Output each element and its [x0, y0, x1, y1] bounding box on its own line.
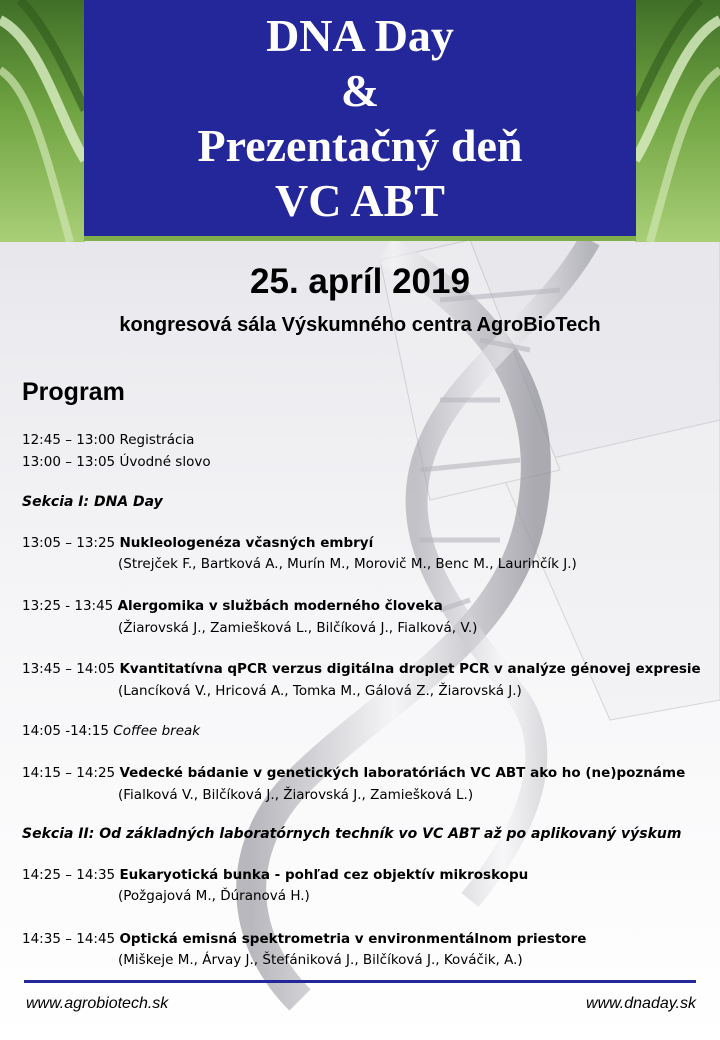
talk-authors: (Strejček F., Bartková A., Murín M., Morovič M., Benc M., Laurinčík J.): [118, 556, 577, 572]
talk-authors: (Lancíková V., Hricová A., Tomka M., Gálová Z., Žiarovská J.): [118, 683, 522, 699]
schedule-time: 12:45 – 13:00: [22, 432, 116, 448]
section-heading-1: Sekcia I: DNA Day: [22, 494, 163, 510]
schedule-row-coffee-break: [22, 723, 200, 739]
title-line-prezentacny-den: Prezentačný deň: [197, 120, 523, 171]
title-line-vc-abt: VC ABT: [275, 175, 445, 226]
schedule-time: 14:35 – 14:45: [22, 931, 116, 947]
schedule-row-opening: [22, 454, 211, 470]
schedule-time: 14:15 – 14:25: [22, 765, 116, 781]
schedule-time: 14:05 -14:15: [22, 723, 109, 739]
schedule-time: 13:00 – 13:05: [22, 454, 116, 470]
talk-title: Kvantitatívna qPCR verzus digitálna droplet PCR v analýze génovej expresie: [119, 661, 701, 677]
section-heading-2: Sekcia II: Od základných laboratórnych techník vo VC ABT až po aplikovaný výskum: [22, 826, 682, 842]
talk-authors: (Miškeje M., Árvay J., Štefániková J., Bilčíková J., Kováčik, A.): [118, 952, 523, 968]
event-venue: kongresová sála Výskumného centra AgroBioTech: [119, 314, 601, 336]
title-line-ampersand: &: [340, 65, 380, 116]
event-date: 25. apríl 2019: [250, 262, 470, 301]
break-title: Coffee break: [113, 723, 201, 739]
schedule-row-talk-2: [22, 598, 443, 614]
talk-authors: (Žiarovská J., Zamiešková L., Bilčíková J., Fialková, V.): [118, 620, 478, 636]
talk-title: Alergomika v službách moderného človeka: [117, 598, 443, 614]
schedule-title: Registrácia: [119, 432, 195, 448]
schedule-row-talk-1: [22, 535, 373, 551]
schedule-time: 13:05 – 13:25: [22, 535, 116, 551]
schedule-time: 13:25 - 13:45: [22, 598, 114, 614]
schedule-time: 14:25 – 14:35: [22, 867, 116, 883]
footer-link-agrobiotech[interactable]: www.agrobiotech.sk: [26, 995, 169, 1012]
schedule-title: Úvodné slovo: [119, 454, 211, 470]
schedule-row-talk-5: [22, 867, 528, 883]
talk-title: Vedecké bádanie v genetických laboratóriách VC ABT ako ho (ne)poznáme: [119, 765, 686, 781]
schedule-row-talk-6: [22, 931, 586, 947]
footer-divider: [24, 980, 696, 983]
schedule-row-talk-4: [22, 765, 685, 781]
talk-title: Optická emisná spektrometria v environmentálnom priestore: [119, 931, 587, 947]
schedule-row-talk-3: [22, 661, 701, 677]
talk-title: Eukaryotická bunka - pohľad cez objektív mikroskopu: [119, 867, 529, 883]
footer-link-dnaday[interactable]: www.dnaday.sk: [586, 995, 696, 1012]
talk-authors: (Požgajová M., Ďúranová H.): [118, 888, 310, 904]
schedule-row-registration: [22, 432, 194, 448]
title-line-dna-day: DNA Day: [266, 10, 454, 61]
talk-authors: (Fialková V., Bilčíková J., Žiarovská J., Zamiešková L.): [118, 787, 474, 803]
program-heading: Program: [22, 378, 125, 406]
talk-title: Nukleologenéza včasných embryí: [119, 535, 374, 551]
schedule-time: 13:45 – 14:05: [22, 661, 116, 677]
